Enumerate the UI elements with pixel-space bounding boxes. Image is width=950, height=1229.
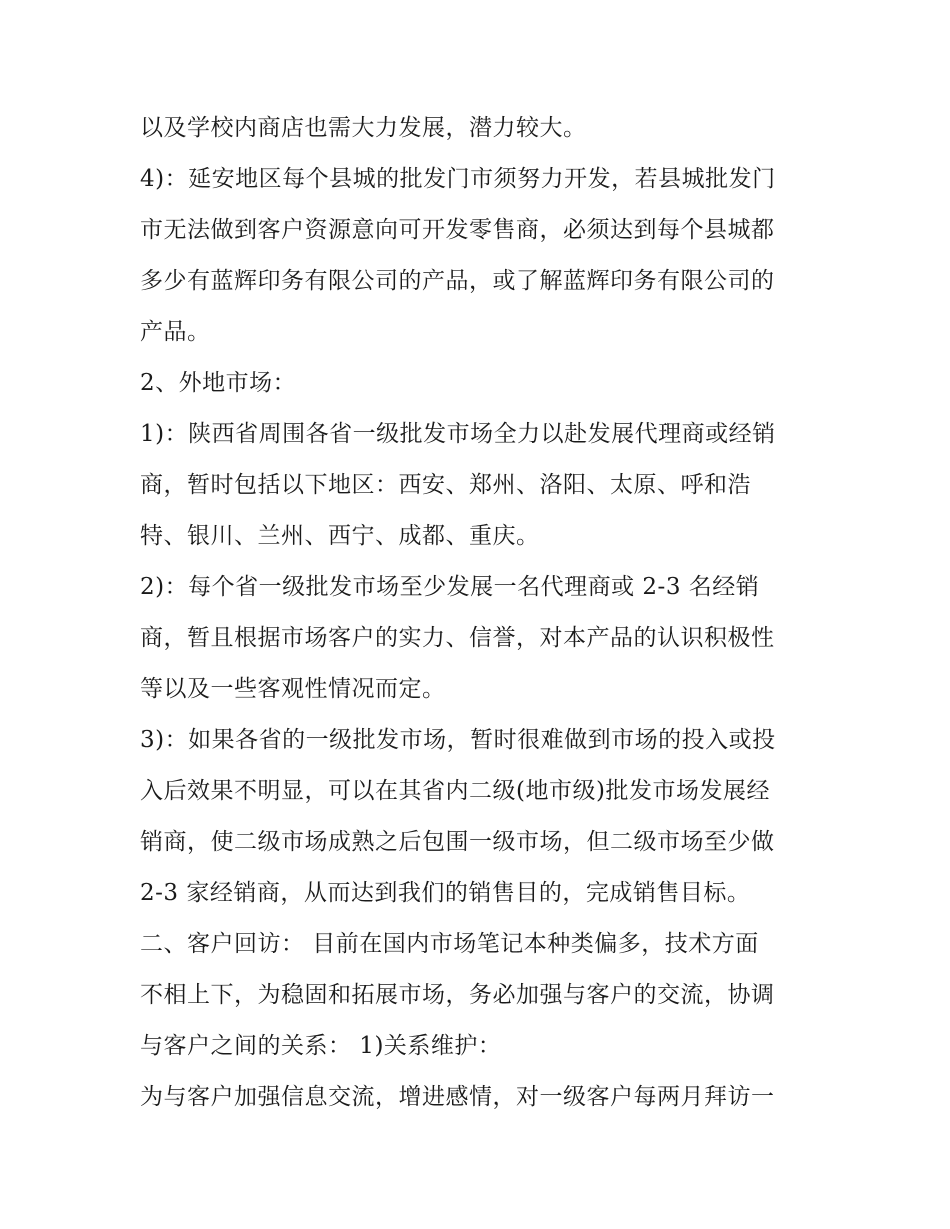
text-line: 2-3 家经销商，从而达到我们的销售目的，完成销售目标。 (140, 880, 751, 906)
section-heading: 2、外地市场： (140, 370, 297, 396)
text-line: 商，暂时包括以下地区：西安、郑州、洛阳、太原、呼和浩 (140, 472, 751, 498)
text-line: 销商，使二级市场成熟之后包围一级市场，但二级市场至少做 (140, 829, 775, 855)
section-heading: 二、客户回访： 目前在国内市场笔记本种类偏多，技术方面 (140, 931, 759, 957)
text-line: 产品。 (140, 319, 211, 345)
text-line: 4)：延安地区每个县城的批发门市须努力开发，若县城批发门 (140, 166, 776, 192)
text-line: 入后效果不明显，可以在其省内二级(地市级)批发市场发展经 (140, 778, 770, 804)
text-line: 以及学校内商店也需大力发展，潜力较大。 (140, 115, 587, 141)
text-line: 等以及一些客观性情况而定。 (140, 676, 446, 702)
text-line: 与客户之间的关系： 1)关系维护： (140, 1033, 502, 1059)
text-line: 2)：每个省一级批发市场至少发展一名代理商或 2-3 名经销 (140, 574, 760, 600)
text-line: 多少有蓝辉印务有限公司的产品，或了解蓝辉印务有限公司的 (140, 268, 775, 294)
text-line: 1)：陕西省周围各省一级批发市场全力以赴发展代理商或经销 (140, 421, 776, 447)
text-line: 3)：如果各省的一级批发市场，暂时很难做到市场的投入或投 (140, 727, 776, 753)
text-line: 不相上下，为稳固和拓展市场，务必加强与客户的交流，协调 (140, 982, 775, 1008)
text-line: 市无法做到客户资源意向可开发零售商，必须达到每个县城都 (140, 217, 775, 243)
text-line: 特、银川、兰州、西宁、成都、重庆。 (140, 523, 540, 549)
text-line: 为与客户加强信息交流，增进感情，对一级客户每两月拜访一 (140, 1084, 775, 1110)
text-line: 商，暂且根据市场客户的实力、信誉，对本产品的认识积极性 (140, 625, 775, 651)
document-body (140, 103, 820, 1123)
